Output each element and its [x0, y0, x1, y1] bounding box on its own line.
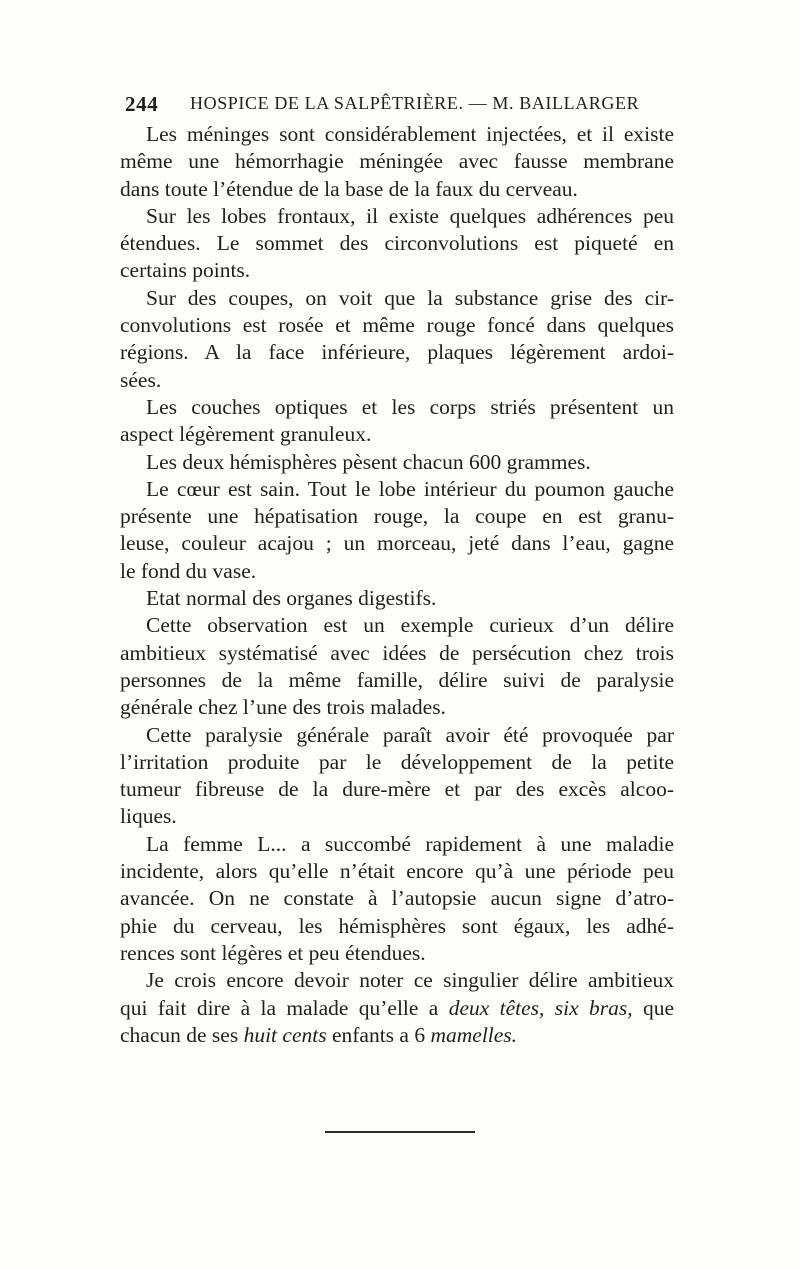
- text-segment: enfants a 6: [331, 1022, 426, 1047]
- text-line: La femme L... a succombé rapidement à une maladie: [146, 831, 674, 856]
- text-line: incidente, alors qu’elle n’était encore qu’à une période peu: [120, 859, 674, 884]
- italic-text: huit cents: [243, 1022, 327, 1047]
- text-line: [120, 995, 674, 1022]
- text-line: Etat normal des organes digestifs.: [146, 586, 437, 611]
- text-line: phie du cerveau, les hémisphères sont égaux, les adhé-: [120, 913, 674, 938]
- running-title: HOSPICE DE LA SALPÊTRIÈRE. — M. BAILLARGER: [190, 93, 640, 113]
- end-rule: [325, 1131, 475, 1133]
- text-line: Je crois encore devoir noter ce singulier délire ambitieux: [146, 968, 674, 993]
- text-line: personnes de la même famille, délire suivi de paralysie: [120, 667, 674, 692]
- text-line: le fond du vase.: [120, 558, 257, 583]
- text-segment: que: [642, 995, 675, 1020]
- text-line: sées.: [120, 367, 162, 392]
- body-text: [120, 121, 674, 1049]
- text-line: Sur les lobes frontaux, il existe quelques adhérences peu: [146, 203, 674, 228]
- text-line: générale chez l’une des trois malades.: [120, 695, 446, 720]
- running-head: [125, 92, 673, 116]
- text-line: Les méninges sont considérablement injectées, et il existe: [146, 122, 674, 146]
- text-line: liques.: [120, 804, 177, 829]
- text-segment: qui fait dire à la malade qu’elle a: [120, 995, 439, 1020]
- text-line: leuse, couleur acajou ; un morceau, jeté dans l’eau, gagne: [120, 531, 674, 556]
- text-line: rences sont légères et peu étendues.: [120, 940, 426, 965]
- text-line: certains points.: [120, 258, 251, 283]
- text-line: ambitieux systématisé avec idées de persécution chez trois: [120, 640, 674, 665]
- text-line: dans toute l’étendue de la base de la faux du cerveau.: [120, 176, 578, 201]
- text-segment: chacun de ses: [120, 1022, 239, 1047]
- text-line: aspect légèrement granuleux.: [120, 422, 372, 447]
- text-line: Cette paralysie générale paraît avoir été provoquée par: [146, 722, 674, 747]
- text-line: même une hémorrhagie méningée avec fausse membrane: [120, 149, 674, 174]
- text-line: Cette observation est un exemple curieux d’un délire: [146, 613, 674, 638]
- text-line: Le cœur est sain. Tout le lobe intérieur du poumon gauche: [146, 476, 674, 501]
- text-line: tumeur fibreuse de la dure-mère et par des excès alcoo-: [120, 777, 674, 802]
- text-line: Sur des coupes, on voit que la substance grise des cir-: [146, 285, 674, 310]
- text-line: Les couches optiques et les corps striés présentent un: [146, 394, 674, 419]
- text-line: régions. A la face inférieure, plaques légèrement ardoi-: [120, 340, 674, 365]
- text-line: convolutions est rosée et même rouge foncé dans quelques: [120, 313, 674, 338]
- italic-text: six bras,: [554, 995, 633, 1020]
- text-line: Les deux hémisphères pèsent chacun 600 grammes.: [146, 449, 591, 474]
- text-line: présente une hépatisation rouge, la coupe en est granu-: [120, 504, 674, 529]
- text-line: étendues. Le sommet des circonvolutions est piqueté en: [120, 231, 674, 256]
- text-line: l’irritation produite par le développement de la petite: [120, 749, 674, 774]
- italic-text: mamelles.: [430, 1022, 518, 1047]
- text-line: avancée. On ne constate à l’autopsie aucun signe d’atro-: [120, 886, 674, 911]
- italic-text: deux têtes,: [448, 995, 545, 1020]
- text-line: [120, 1022, 674, 1049]
- page-number: 244: [125, 92, 159, 116]
